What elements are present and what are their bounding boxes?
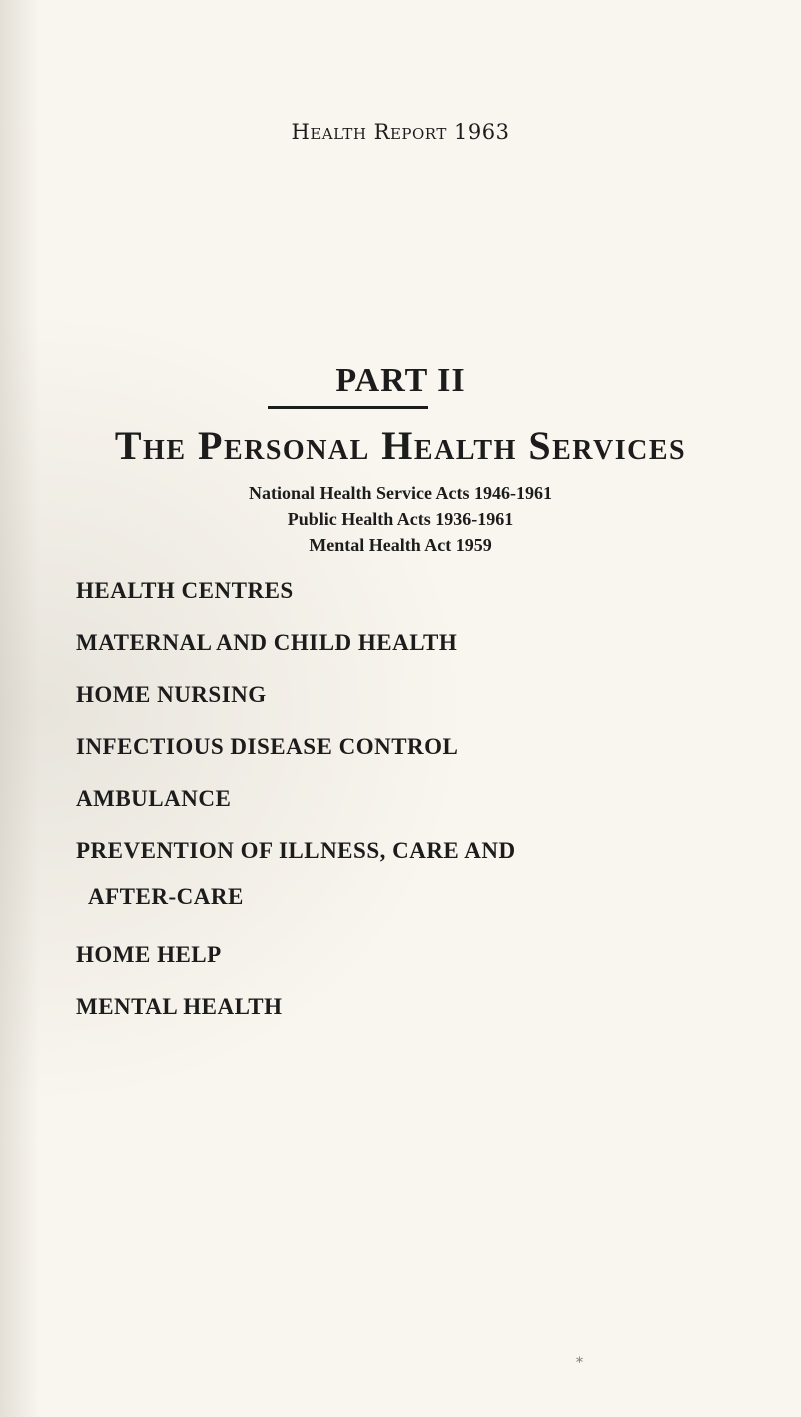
part-heading: PART II (335, 362, 466, 399)
contents-item-line: PREVENTION OF ILLNESS, CARE AND (76, 838, 516, 863)
contents-item: HOME HELP (76, 942, 222, 967)
contents-item: MENTAL HEALTH (76, 994, 283, 1019)
act-line: Mental Health Act 1959 (309, 535, 492, 555)
act-line: National Health Service Acts 1946-1961 (249, 483, 552, 503)
act-line: Public Health Acts 1936-1961 (287, 509, 514, 529)
part-underline (268, 406, 428, 409)
contents-item: HOME NURSING (76, 682, 267, 707)
page-mark: * (576, 1355, 583, 1371)
contents-item: MATERNAL AND CHILD HEALTH (76, 630, 458, 655)
contents-list (76, 576, 756, 1044)
contents-item: HEALTH CENTRES (76, 578, 294, 603)
section-title: The Personal Health Services (114, 423, 687, 468)
contents-item-continuation: AFTER-CARE (88, 884, 244, 909)
acts-list (0, 480, 801, 558)
running-header: Health Report 1963 (291, 120, 510, 144)
contents-item-multiline (76, 836, 756, 940)
contents-item: INFECTIOUS DISEASE CONTROL (76, 734, 459, 759)
contents-item: AMBULANCE (76, 786, 232, 811)
